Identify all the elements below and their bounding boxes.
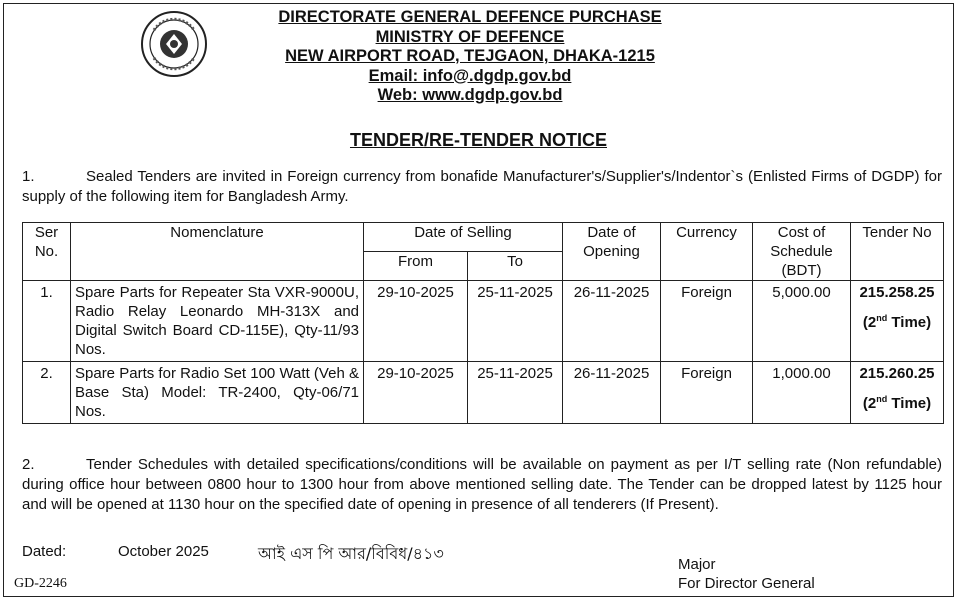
cell-currency: Foreign <box>661 362 753 424</box>
cell-to: 25-11-2025 <box>468 362 563 424</box>
cell-nomenclature: Spare Parts for Radio Set 100 Watt (Veh & Base Sta) Model: TR-2400, Qty-06/71 Nos. <box>71 362 364 424</box>
table-row <box>23 362 944 424</box>
tender-attempt: (2nd Time) <box>862 394 932 412</box>
signatory-rank: Major <box>678 556 716 573</box>
paragraph-number: 2. <box>22 456 35 473</box>
cell-opening: 26-11-2025 <box>563 362 661 424</box>
paragraph-1 <box>22 167 942 207</box>
cell-tender-no <box>851 281 944 362</box>
header-to: To <box>468 252 563 281</box>
document-code: GD-2246 <box>14 576 67 591</box>
dated-value: October 2025 <box>118 543 209 560</box>
cell-opening: 26-11-2025 <box>563 281 661 362</box>
cell-ser: 2. <box>23 362 71 424</box>
cell-cost: 5,000.00 <box>753 281 851 362</box>
cell-from: 29-10-2025 <box>364 281 468 362</box>
paragraph-2 <box>22 455 942 515</box>
org-email[interactable]: Email: info@.dgdp.gov.bd <box>368 66 572 85</box>
org-website[interactable]: Web: www.dgdp.gov.bd <box>377 86 563 104</box>
dated-label: Dated: <box>22 543 67 560</box>
notice-title: TENDER/RE-TENDER NOTICE <box>349 130 607 150</box>
header-date-of-selling: Date of Selling <box>364 223 563 252</box>
cell-currency: Foreign <box>661 281 753 362</box>
tender-table <box>22 222 944 424</box>
tender-attempt: (2nd Time) <box>862 313 932 331</box>
org-name: DIRECTORATE GENERAL DEFENCE PURCHASE <box>278 8 662 26</box>
header-cost-of-schedule: Cost of Schedule (BDT) <box>753 223 851 281</box>
ministry-name: MINISTRY OF DEFENCE <box>375 27 565 46</box>
header-currency: Currency <box>661 223 753 281</box>
header-from: From <box>364 252 468 281</box>
paragraph-text: Tender Schedules with detailed specifications/conditions will be available on payment as per I/T selling rate (Non refundable) during office hour between 0800 hour to 1300 hour from above mentioned selling date. The Tender can be dropped latest by 1125 hour and will be opened at 1130 hour on the specified date of opening in presence of all tenderers (If Present). <box>22 456 942 513</box>
cell-cost: 1,000.00 <box>753 362 851 424</box>
header-date-of-opening: Date of Opening <box>563 223 661 281</box>
table-row <box>23 281 944 362</box>
cell-to: 25-11-2025 <box>468 281 563 362</box>
cell-ser: 1. <box>23 281 71 362</box>
paragraph-number: 1. <box>22 168 35 185</box>
tender-number: 215.258.25 <box>859 284 935 301</box>
letterhead <box>200 8 740 106</box>
cell-tender-no <box>851 362 944 424</box>
reference-number: আই এস পি আর/বিবিধ/৪১৩ <box>258 544 444 563</box>
org-address: NEW AIRPORT ROAD, TEJGAON, DHAKA-1215 <box>285 47 655 65</box>
dgdp-emblem-logo <box>140 10 208 78</box>
header-nomenclature: Nomenclature <box>71 223 364 281</box>
header-tender-no: Tender No <box>851 223 944 281</box>
paragraph-text: Sealed Tenders are invited in Foreign currency from bonafide Manufacturer's/Supplier's/Indentor`s (Enlisted Firms of DGDP) for supply of the following item for Bangladesh Army. <box>22 168 942 205</box>
cell-nomenclature: Spare Parts for Repeater Sta VXR-9000U, Radio Relay Leonardo MH-313X and Digital Switch Board CD-115E), Qty-11/93 Nos. <box>71 281 364 362</box>
cell-from: 29-10-2025 <box>364 362 468 424</box>
header-ser-no: Ser No. <box>23 223 71 281</box>
tender-number: 215.260.25 <box>859 365 935 382</box>
signatory-title: For Director General <box>678 575 815 592</box>
